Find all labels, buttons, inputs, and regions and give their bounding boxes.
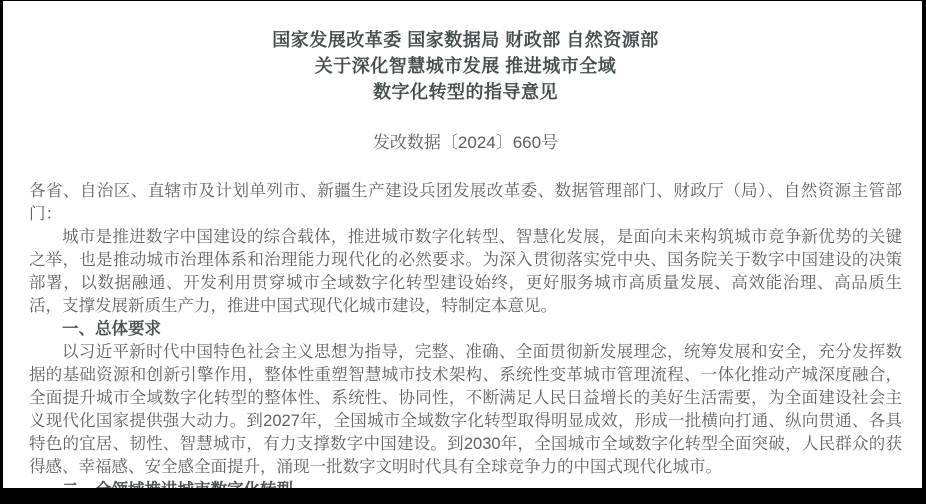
document-body <box>29 180 902 502</box>
document-page <box>3 1 922 488</box>
document-content <box>3 1 922 502</box>
section-heading-1: 一、总体要求 <box>62 320 161 338</box>
title-line-subject-1: 关于深化智慧城市发展 推进城市全域 <box>314 56 617 76</box>
bottom-black-bar <box>0 488 926 504</box>
paragraph-preamble: 城市是推进数字中国建设的综合载体，推进城市数字化转型、智慧化发展，是面向未来构筑城市竞争新优势的关键之举，也是推动城市治理体系和治理能力现代化的必然要求。为深入贯彻落实党中央、国务院关于数字中国建设的决策部署，以数据融通、开发利用贯穿城市全域数字化转型建设始终，更好服务城市高质量发展、高效能治理、高品质生活，支撑发展新质生产力，推进中国式现代化城市建设，特制定本意见。 <box>29 228 902 315</box>
salutation: 各省、自治区、直辖市及计划单列市、新疆生产建设兵团发展改革委、数据管理部门、财政厅（局）、自然资源主管部门： <box>29 182 902 223</box>
title-line-agencies: 国家发展改革委 国家数据局 财政部 自然资源部 <box>272 30 659 50</box>
document-title <box>29 27 902 105</box>
document-number: 发改数据〔2024〕660号 <box>372 133 559 152</box>
paragraph-general-requirements: 以习近平新时代中国特色社会主义思想为指导，完整、准确、全面贯彻新发展理念，统筹发展和安全，充分发挥数据的基础资源和创新引擎作用，整体性重塑智慧城市技术架构、系统性变革城市管理流程、一体化推动产城深度融合，全面提升城市全域数字化转型的整体性、系统性、协同性，不断满足人民日益增长的美好生活需要，为全面建设社会主义现代化国家提供强大动力。到2027年，全国城市全域数字化转型取得明显成效，形成一批横向打通、纵向贯通、各具特色的宜居、韧性、智慧城市，有力支撑数字中国建设。到2030年，全国城市全域数字化转型全面突破，人民群众的获得感、幸福感、安全感全面提升，涌现一批数字文明时代具有全球竞争力的中国式现代化城市。 <box>29 343 902 476</box>
title-line-subject-2: 数字化转型的指导意见 <box>373 82 558 102</box>
